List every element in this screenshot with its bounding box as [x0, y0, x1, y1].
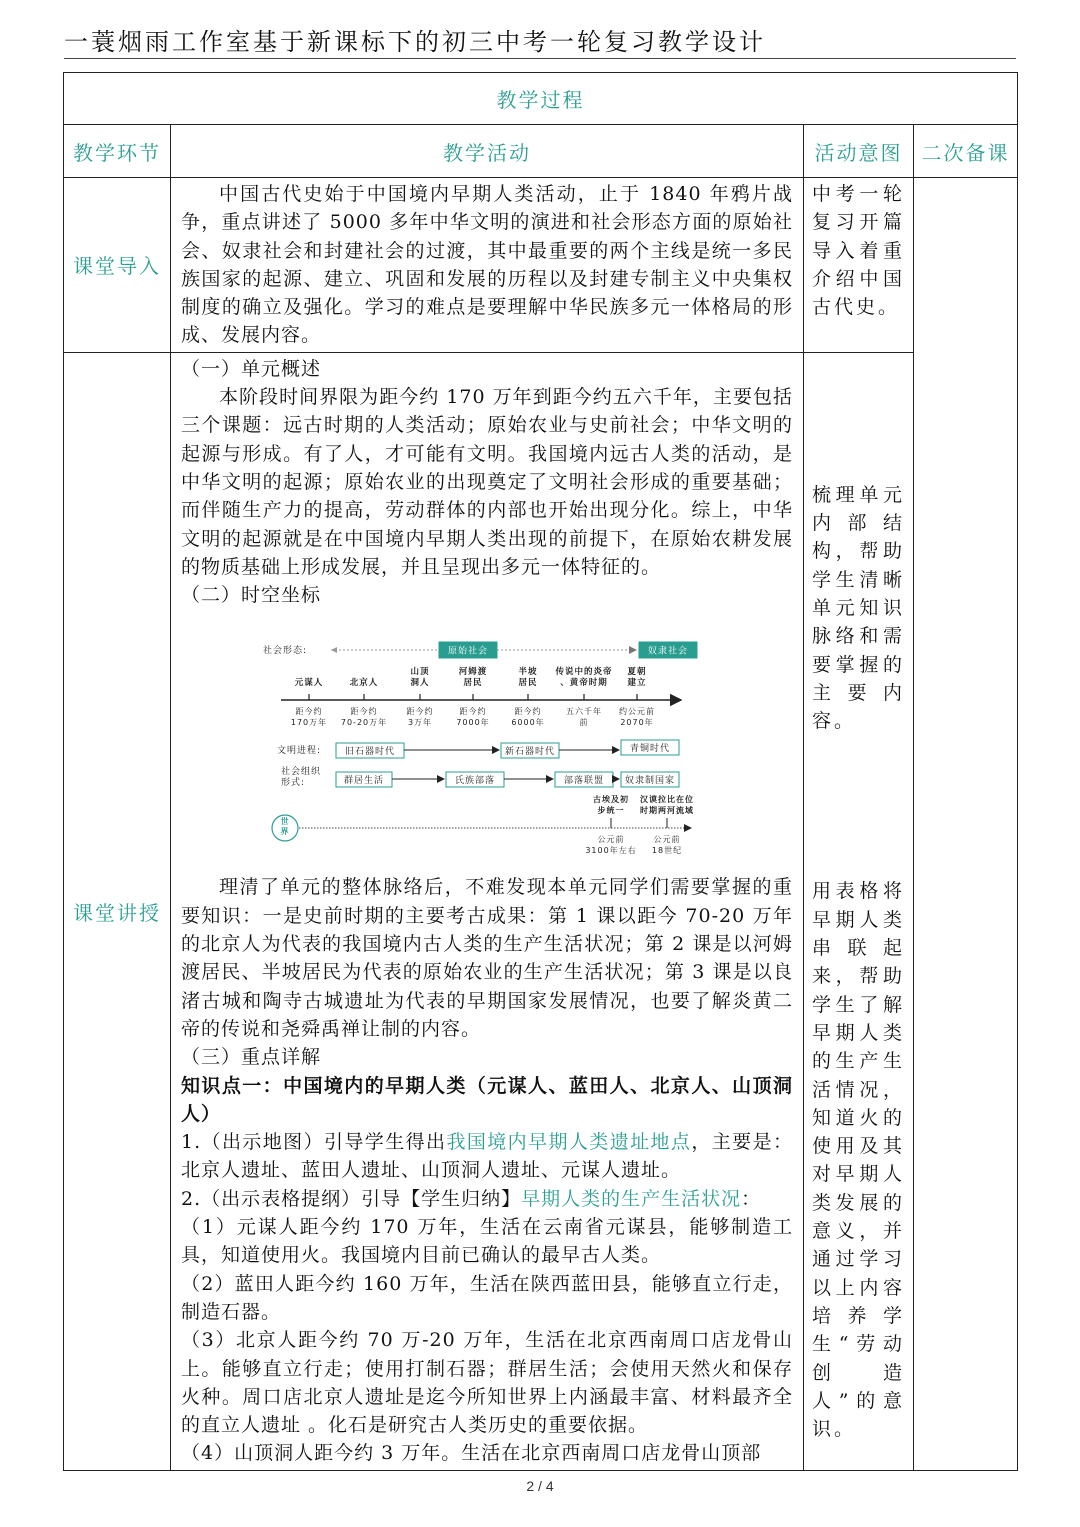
- timeline-person: 传说中的炎帝、黄帝时期: [555, 667, 613, 689]
- timeline-person: 元谋人: [294, 678, 324, 689]
- clan-tribe-label: 氏族部落: [454, 776, 496, 787]
- col-header-stage: 教学环节: [64, 125, 171, 178]
- bronze-age-label: 青铜时代: [629, 744, 671, 755]
- guide-item-1-highlight: 我国境内早期人类遗址地点: [446, 1131, 692, 1154]
- social-form-label: 社会形态:: [262, 646, 307, 657]
- knowledge-point-1: 知识点一：中国境内的早期人类（元谋人、蓝田人、北京人、山顶洞人）: [181, 1074, 793, 1125]
- intro-activity-cell: [171, 178, 804, 353]
- col-header-intent: 活动意图: [804, 125, 914, 178]
- group-living-label: 群居生活: [343, 776, 385, 787]
- slave-society-label: 奴隶社会: [647, 646, 689, 657]
- lecture-intent-text-1: 梳理单元内部结构，帮助学生清晰单元知识脉络和需要掌握的主要内容。: [812, 483, 905, 733]
- col-header-activity: 教学活动: [171, 125, 804, 178]
- timeline-person: 山顶洞人: [410, 667, 430, 689]
- neolithic-label: 新石器时代: [504, 747, 556, 758]
- timeline-figure: [181, 615, 793, 865]
- slave-state-label: 奴隶制国家: [624, 776, 676, 787]
- lecture-intent-cell: [804, 352, 914, 1470]
- civilization-label: 文明进程:: [276, 746, 321, 757]
- subsection-unit-overview: （一）单元概述: [181, 357, 322, 380]
- timeline-time: 距今约 6000年: [511, 707, 545, 728]
- timeline-person: 北京人: [349, 678, 379, 689]
- intro-activity-text: 中国古代史始于中国境内早期人类活动，止于 1840 年鸦片战争，重点讲述了 5000 多年中华文明的演进和社会形态方面的原始社会、奴隶社会和封建社会的过渡，其中最重要的两个主线是统一多民族国家的起源、建立、巩固和发展的历程以及封建专制主义中央集权制度的确立及强化。学习的难点是要理解中华民族多元一体格局的形成、发展内容。: [181, 183, 793, 347]
- world-time-egypt: 公元前 3100年左右: [585, 835, 637, 856]
- guide-item-1-b: ，主要是：北京人遗址、蓝田人遗址、山顶洞人遗址、元谋人遗址。: [181, 1131, 793, 1182]
- lecture-intent-text-2: 用表格将早期人类串联起来，帮助学生了解早期人类的生产生活情况，知道火的使用及其对早期人类发展的意义，并通过学习以上内容培养学生“劳动创造人”的意识。: [812, 880, 905, 1441]
- section-title: 教学过程: [64, 73, 1018, 125]
- subsection-timeline: （二）时空坐标: [181, 584, 322, 607]
- tribal-alliance-label: 部落联盟: [563, 776, 605, 787]
- timeline-person: 半坡居民: [518, 667, 538, 689]
- paleolithic-label: 旧石器时代: [344, 747, 396, 758]
- guide-item-2: [181, 1185, 793, 1213]
- intro-intent-text: 中考一轮复习开篇导入着重介绍中国古代史。: [812, 183, 905, 319]
- human-item-beijing: （3）北京人距今约 70 万-20 万年，生活在北京西南周口店龙骨山上。能够直立行走；使用打制石器；群居生活；会使用天然火和保存火种。周口店北京人遗址是迄今所知世界上内涵最丰富、材料最齐全的直立人遗址 。化石是研究古人类历史的重要依据。: [181, 1329, 793, 1437]
- document-header-title: 一蓑烟雨工作室基于新课标下的初三中考一轮复习教学设计: [64, 28, 766, 56]
- header-divider: [64, 58, 1016, 59]
- guide-item-1-a: 1.（出示地图）引导学生得出: [181, 1131, 447, 1154]
- world-badge-label: 世界: [280, 817, 290, 837]
- stage-intro: 课堂导入: [64, 178, 171, 353]
- primitive-society-label: 原始社会: [447, 646, 489, 657]
- guide-item-2-highlight: 早期人类的生产生活状况: [521, 1187, 742, 1210]
- human-item-lantian: （2）蓝田人距今约 160 万年，生活在陕西蓝田县，能够直立行走，制造石器。: [181, 1272, 793, 1323]
- human-item-shandingdong: （4）山顶洞人距今约 3 万年。生活在北京西南周口店龙骨山顶部: [181, 1442, 762, 1465]
- intro-intent-cell: [804, 178, 914, 353]
- key-knowledge-text: 理清了单元的整体脉络后，不难发现本单元同学们需要掌握的重要知识：一是史前时期的主要考古成果：第 1 课以距今 70-20 万年的北京人为代表的我国境内古人类的生产生活状况；第 2 课是以河姆渡居民、半坡居民为代表的原始农业的生产生活状况；第 3 课是以良渚古城和陶寺古城遗址为代表的早期国家发展情况，也要了解炎黄二帝的传说和尧舜禹禅让制的内容。: [181, 876, 793, 1040]
- timeline-person: 夏朝建立: [627, 667, 647, 689]
- timeline-person: 河姆渡居民: [458, 667, 488, 689]
- subsection-key-points: （三）重点详解: [181, 1046, 322, 1069]
- col-header-second-prep: 二次备课: [914, 125, 1018, 178]
- page-number: 2 / 4: [526, 1478, 554, 1494]
- second-prep-cell: [914, 178, 1018, 1471]
- world-event-hammurabi: 汉谟拉比在位时期两河流域: [640, 795, 694, 816]
- teaching-process-table: [63, 72, 1018, 1471]
- unit-overview-text: 本阶段时间界限为距今约 170 万年到距今约五六千年，主要包括三个课题：远古时期的人类活动；原始农业与史前社会；中华文明的起源与形成。有了人，才可能有文明。我国境内远古人类的活动，是中华文明的起源；原始农业的出现奠定了文明社会形成的重要基础；而伴随生产力的提高，劳动群体的内部也开始出现分化。综上，中华文明的起源就是在中国境内早期人类出现的前提下，在原始农耕发展的物质基础上形成发展，并且呈现出多元一体特征的。: [181, 386, 793, 578]
- org-label: 社会组织形式:: [281, 767, 322, 789]
- guide-item-1: [181, 1128, 793, 1185]
- timeline-time: 距今约 70-20万年: [340, 707, 388, 728]
- world-event-egypt: 古埃及初步统一: [593, 795, 629, 816]
- timeline-svg: [181, 615, 781, 865]
- lecture-activity-cell: [171, 352, 804, 1470]
- human-item-yuanmou: （1）元谋人距今约 170 万年，生活在云南省元谋县，能够制造工具，知道使用火。我国境内目前已确认的最早古人类。: [181, 1216, 793, 1267]
- guide-item-2-b: ：: [741, 1187, 762, 1210]
- world-time-hammurabi: 公元前 18世纪: [651, 835, 683, 856]
- timeline-time: 距今约 3万年: [406, 707, 434, 728]
- timeline-time: 五六千年前: [566, 707, 602, 728]
- timeline-time: 距今约 170万年: [290, 707, 328, 728]
- guide-item-2-a: 2.（出示表格提纲）引导【学生归纳】: [181, 1187, 522, 1210]
- timeline-time: 距今约 7000年: [456, 707, 490, 728]
- social-arrow-left: [331, 647, 337, 653]
- stage-lecture: 课堂讲授: [64, 352, 171, 1470]
- timeline-time: 约公元前 2070年: [619, 707, 655, 728]
